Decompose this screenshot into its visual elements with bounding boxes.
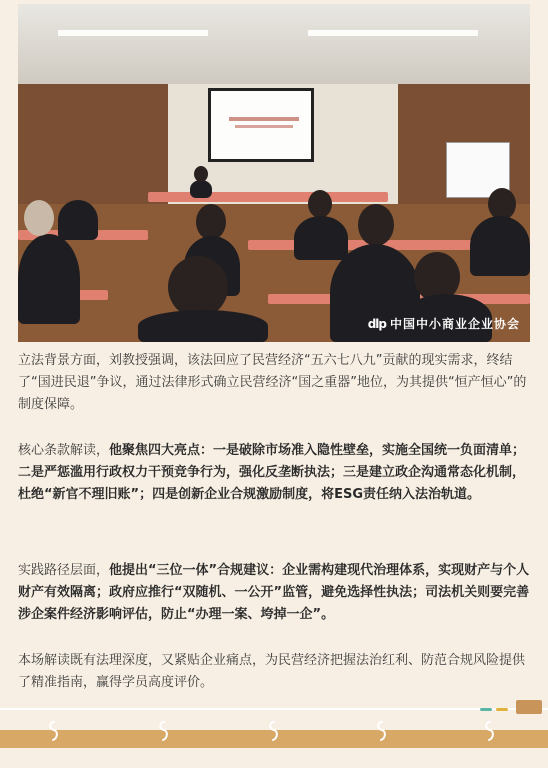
speaker — [190, 180, 212, 198]
ceiling-light — [308, 30, 478, 36]
screen-title-line — [229, 117, 299, 121]
paragraph-emphasis: 他聚焦四大亮点：一是破除市场准入隐性壁垒，实施全国统一负面清单；二是严惩滥用行政权力干预竞争行为，强化反垄断执法；三是建立政企沟通常态化机制，杜绝“新官不理旧账”；四是创新企业合规激励制度，将ESG责任纳入法治轨道。 — [18, 443, 526, 502]
projection-screen — [208, 88, 314, 162]
binder-ring-icon — [268, 720, 280, 742]
logo-name-cn: 中国中小商业企业协会 — [389, 317, 520, 331]
binder-ring-icon — [48, 720, 60, 742]
attendee-head — [24, 200, 54, 236]
paragraph-lead: 核心条款解读， — [18, 443, 110, 458]
logo-mark: dlp — [367, 316, 386, 331]
paragraph-lead: 实践路径层面， — [18, 563, 110, 578]
attendee-head — [196, 204, 226, 240]
screen-subtitle-line — [235, 125, 293, 128]
paragraph-emphasis: 他提出“三位一体”合规建议：企业需构建现代治理体系，实现财产与个人财产有效隔离；政府应推行“双随机、一公开”监管，避免选择性执法；司法机关则要完善涉企案件经济影响评估，防止“办理一案、垮掉一企”。 — [18, 563, 530, 622]
ceiling-light — [58, 30, 208, 36]
divider-line — [0, 708, 548, 710]
paragraph-text: 本场解读既有法理深度，又紧贴企业痛点，为民营经济把握法治红利、防范合规风险提供了精准指南，赢得学员高度评价。 — [18, 653, 526, 690]
attendee-head — [308, 190, 332, 218]
paragraph-background — [18, 350, 532, 416]
attendee — [18, 234, 80, 324]
front-desk — [148, 192, 388, 202]
binder-ring-icon — [376, 720, 388, 742]
accent-line-teal — [480, 708, 492, 711]
ceiling — [18, 4, 530, 84]
paragraph-text: 立法背景方面，刘教授强调，该法回应了民营经济“五六七八九”贡献的现实需求，终结了“国进民退”争议，通过法律形式确立民营经济“国之重器”地位，为其提供“恒产恒心”的制度保障。 — [18, 353, 527, 412]
association-logo — [368, 315, 520, 332]
paragraph-core-clauses — [18, 440, 532, 506]
attendee — [294, 216, 348, 260]
binder-rings — [0, 720, 548, 750]
attendee — [58, 200, 98, 240]
attendee — [138, 310, 268, 342]
paragraph-summary — [18, 650, 532, 694]
speaker-head — [194, 166, 208, 182]
attendee-head — [358, 204, 394, 246]
accent-line-yellow — [496, 708, 508, 711]
attendee-head — [168, 256, 228, 318]
accent-lines — [480, 708, 508, 711]
binder-ring-icon — [158, 720, 170, 742]
seminar-photo — [18, 4, 530, 342]
paragraph-practice-path — [18, 560, 532, 626]
binder-ring-icon — [484, 720, 496, 742]
corner-tab-decoration — [516, 700, 542, 714]
attendee — [470, 216, 530, 276]
